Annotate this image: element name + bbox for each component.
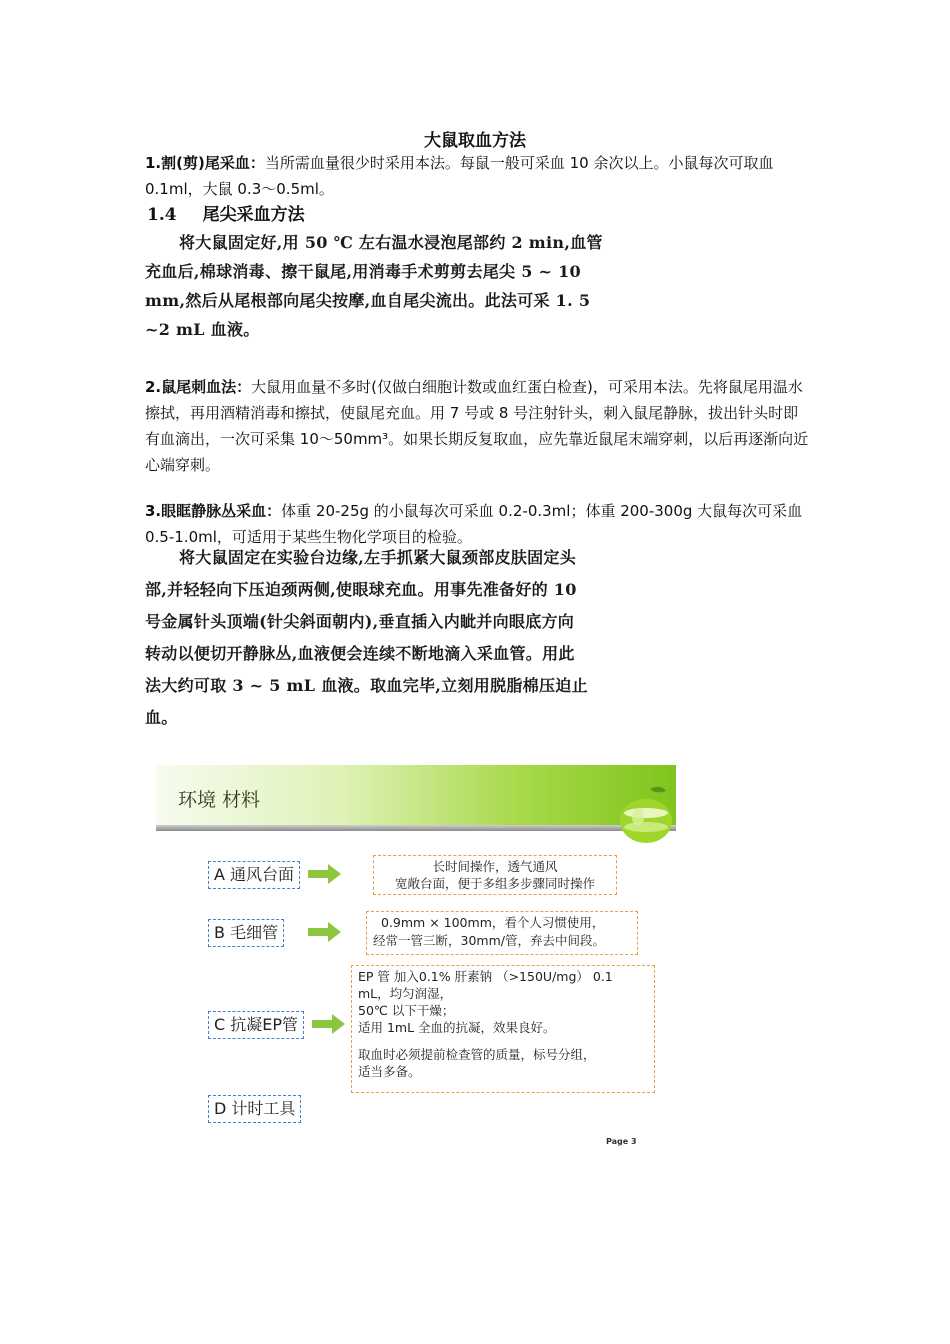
scan-2-line: 将大鼠固定在实验台边缘,左手抓紧大鼠颈部皮肤固定头 [179,548,577,567]
section-1-text: 当所需血量很少时采用本法。每鼠一般可采血 10 余次以上。小鼠每次可取血 0.1ml，大鼠 0.3～0.5ml。 [145,154,774,198]
document-title: 大鼠取血方法 [424,131,526,151]
note-c-line: 适用 1mL 全血的抗凝，效果良好。 [358,1020,556,1035]
section-2 [145,374,810,478]
scan-1-line: 充血后,棉球消毒、擦干鼠尾,用消毒手术剪剪去尾尖 5 ~ 10 [145,262,581,281]
arrow-right-icon [312,1013,346,1035]
item-d-timer: D 计时工具 [208,1095,301,1123]
note-c-line: 50℃ 以下干燥； [358,1003,455,1018]
note-a-line: 宽敞台面，便于多组多步骤同时操作 [394,876,595,891]
scan-1-line: mm,然后从尾根部向尾尖按摩,血自尾尖流出。此法可采 1. 5 [145,291,591,310]
note-c-line: 适当多备。 [358,1064,421,1079]
section-3-heading: 3.眼眶静脉丛采血： [145,502,282,520]
scan-1-number: 1.4 [147,205,177,225]
item-a-ventilated-bench: A 通风台面 [208,861,300,889]
embedded-slide [156,765,676,1153]
section-2-heading: 2.鼠尾刺血法： [145,378,252,396]
scan-2-line: 部,并轻轻向下压迫颈两侧,使眼球充血。用事先准备好的 10 [145,580,577,599]
note-c [351,965,655,1093]
scan-2-line: 号金属针头顶端(针尖斜面朝内),垂直插入内眦并向眼底方向 [145,612,575,631]
item-c-anticoagulant-ep-tube: C 抗凝EP管 [208,1011,304,1039]
arrow-right-icon [308,863,342,885]
note-a [373,855,617,895]
green-apple-icon [616,783,674,845]
note-c-line: EP 管 加入0.1% 肝素钠 （>150U/mg） 0.1 [358,969,613,984]
item-b-capillary: B 毛细管 [208,919,284,947]
scan-2-line: 法大约可取 3 ~ 5 mL 血液。取血完毕,立刻用脱脂棉压迫止 [145,676,588,695]
note-b-line: 0.9mm × 100mm，看个人习惯使用， [381,915,605,930]
section-3-text: 体重 20-25g 的小鼠每次可采血 0.2-0.3ml；体重 200-300g 大鼠每次可采血 0.5-1.0ml，可适用于某些生物化学项目的检验。 [145,502,803,546]
slide-page-number: Page 3 [606,1137,637,1146]
slide-divider [156,825,676,831]
section-1 [145,150,810,202]
note-a-line: 长时间操作，透气通风 [432,859,558,874]
scan-1-line: ~2 mL 血液。 [145,320,260,339]
scan-2-line: 血。 [145,708,178,727]
note-c-line: 取血时必须提前检查管的质量，标号分组， [358,1047,596,1062]
section-2-text: 大鼠用血量不多时(仅做白细胞计数或血红蛋白检查)，可采用本法。先将鼠尾用温水擦拭，再用酒精消毒和擦拭，使鼠尾充血。用 7 号或 8 号注射针头，刺入鼠尾静脉，拔出针头时即有血滴出，一次可采集 10～50mm³。如果长期反复取血，应先靠近鼠尾末端穿刺，以后再逐渐向近心端穿刺。 [145,378,809,474]
scan-1-body [145,228,603,344]
arrow-right-icon [308,921,342,943]
slide-header [156,765,676,825]
scan-1-heading [147,200,305,225]
scan-1-title: 尾尖采血方法 [202,205,305,225]
section-1-heading: 1.割(剪)尾采血： [145,154,265,172]
slide-title: 环境 材料 [178,789,261,811]
scan-1-line: 将大鼠固定好,用 50 ℃ 左右温水浸泡尾部约 2 min,血管 [179,233,603,252]
note-b [366,911,638,955]
note-c-spacer [358,1036,648,1046]
scan-2-body [145,542,588,734]
scan-2-line: 转动以便切开静脉丛,血液便会连续不断地滴入采血管。用此 [145,644,575,663]
note-b-line: 经常一管三断，30mm/管，弃去中间段。 [373,933,605,948]
note-c-line: mL，均匀润湿， [358,986,453,1001]
